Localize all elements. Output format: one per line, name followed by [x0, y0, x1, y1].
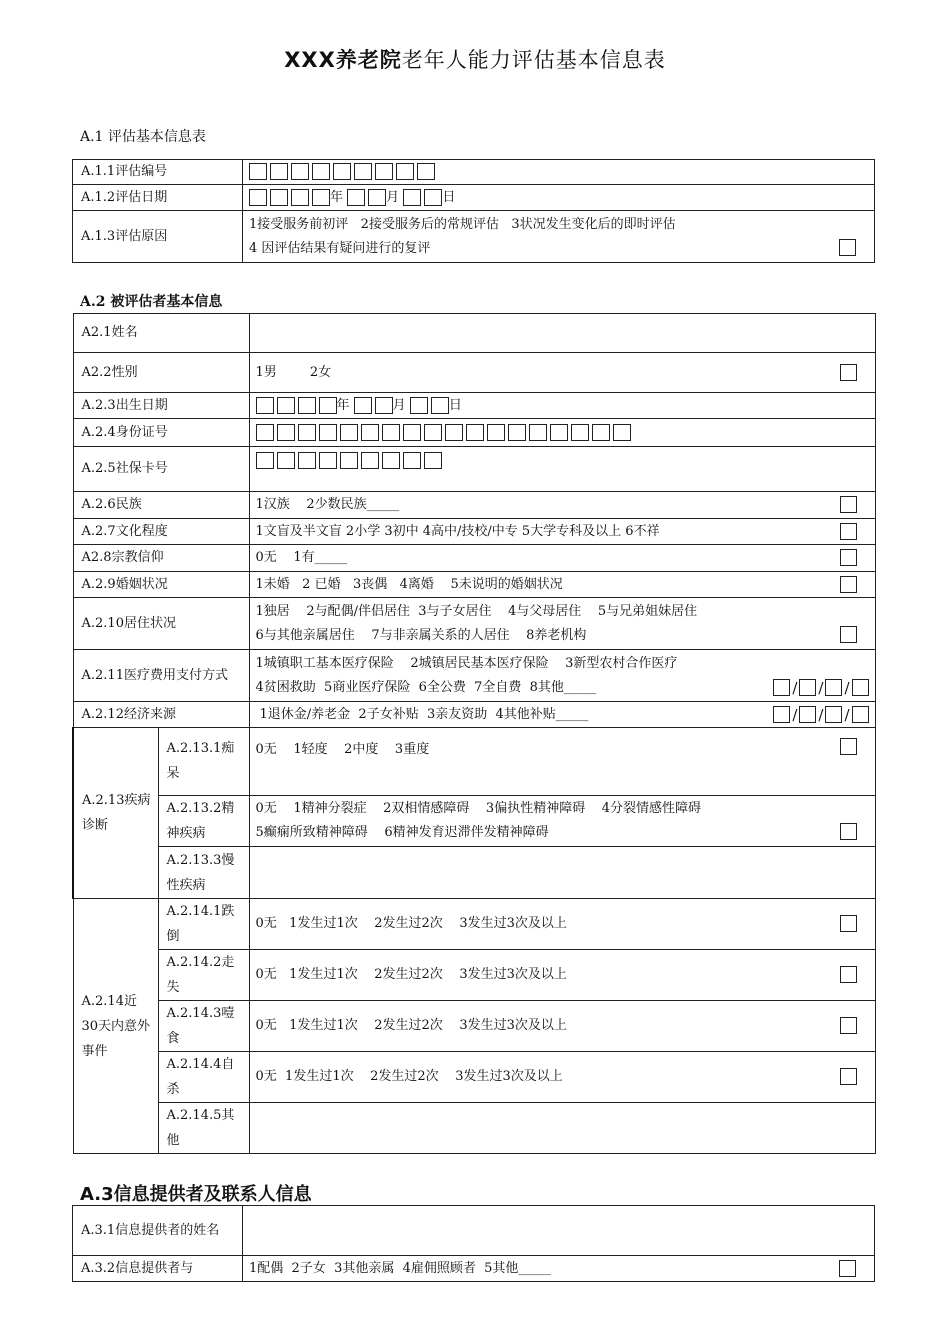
birth-date-field[interactable]: [249, 393, 875, 419]
row-religion: [73, 545, 875, 572]
label-ss: A.2.5社保卡号: [73, 447, 249, 492]
fall-checkbox[interactable]: [840, 915, 857, 932]
field-eval-date[interactable]: [243, 185, 875, 211]
dementia-cell: [249, 728, 875, 796]
row-provider-relation: [73, 1256, 875, 1282]
birth-month-boxes[interactable]: [354, 397, 393, 414]
digit-box[interactable]: [403, 424, 421, 441]
label-provider-name: A.3.1信息提供者的姓名: [73, 1206, 243, 1256]
row-ethnic: [73, 492, 875, 519]
row-ss: [73, 447, 875, 492]
digit-box[interactable]: [319, 424, 337, 441]
medpay-options-1: 1城镇职工基本医疗保险 2城镇居民基本医疗保险 3新型农村合作医疗: [255, 655, 678, 671]
digit-box[interactable]: [312, 163, 330, 180]
name-input[interactable]: [249, 314, 875, 353]
eval-reason-checkbox[interactable]: [839, 239, 856, 256]
marital-cell: [249, 572, 875, 598]
label-medpay: A.2.11医疗费用支付方式: [73, 650, 249, 702]
mental-cell: [249, 796, 875, 847]
digit-box[interactable]: [773, 706, 790, 723]
title-rest: 老年人能力评估基本信息表: [401, 48, 666, 72]
digit-box[interactable]: [375, 397, 393, 414]
digit-box[interactable]: [354, 163, 372, 180]
digit-box[interactable]: [277, 397, 295, 414]
edu-checkbox[interactable]: [840, 523, 857, 540]
row-gender: [73, 353, 875, 393]
label-a1-3: A.1.3评估原因: [73, 211, 243, 263]
digit-box[interactable]: [347, 189, 365, 206]
living-checkbox[interactable]: [840, 626, 857, 643]
digit-box[interactable]: [312, 189, 330, 206]
digit-box[interactable]: [571, 424, 589, 441]
fall-cell: [249, 899, 875, 950]
provider-relation-cell: [243, 1256, 875, 1282]
digit-box[interactable]: [403, 452, 421, 469]
lost-options: 0无 1发生过1次 2发生过2次 3发生过3次及以上: [255, 967, 567, 982]
label-gender: A2.2性别: [73, 353, 249, 393]
row-accident-4: [73, 1052, 875, 1103]
digit-box[interactable]: [410, 397, 428, 414]
label-econ: A.2.12经济来源: [73, 702, 249, 728]
digit-box[interactable]: [825, 706, 842, 723]
section-a1-heading: A.1 评估基本信息表: [80, 129, 206, 145]
eval-month-boxes[interactable]: [347, 189, 386, 206]
choke-cell: [249, 1001, 875, 1052]
label-ethnic: A.2.6民族: [73, 492, 249, 519]
mental-options-1: 0无 1精神分裂症 2双相情感障碍 3偏执性精神障碍 4分裂情感性障碍: [255, 801, 701, 816]
label-id: A.2.4身份证号: [73, 419, 249, 447]
digit-box[interactable]: [354, 397, 372, 414]
digit-box[interactable]: [270, 189, 288, 206]
suicide-checkbox[interactable]: [840, 1068, 857, 1085]
ethnic-options: 1汉族 2少数民族_____: [255, 497, 400, 512]
medpay-options-2: 4贫困救助 5商业医疗保险 6全公费 7全自费 8其他_____: [255, 679, 597, 695]
medpay-multi-checkboxes[interactable]: [773, 676, 868, 700]
living-options-1: 1独居 2与配偶/伴侣居住 3与子女居住 4与父母居住 5与兄弟姐妹居住: [255, 603, 698, 619]
dementia-checkbox[interactable]: [840, 738, 857, 755]
ethnic-checkbox[interactable]: [840, 496, 857, 513]
eval-year-boxes[interactable]: [249, 189, 330, 206]
econ-cell: [249, 702, 875, 728]
year-label: 年: [330, 189, 344, 205]
gender-options: 1男 2女: [255, 364, 332, 380]
digit-box[interactable]: [424, 452, 442, 469]
row-econ: [73, 702, 875, 728]
chronic-input[interactable]: [249, 847, 875, 899]
birth-month-label: 月: [392, 397, 406, 413]
digit-box[interactable]: [550, 424, 568, 441]
digit-box[interactable]: [298, 452, 316, 469]
label-fall: A.2.14.1跌倒: [158, 899, 249, 950]
religion-cell: [249, 545, 875, 572]
digit-box[interactable]: [340, 452, 358, 469]
digit-box[interactable]: [340, 424, 358, 441]
label-name: A2.1姓名: [73, 314, 249, 353]
id-number-boxes[interactable]: [256, 424, 631, 441]
digit-box[interactable]: [825, 679, 842, 696]
label-edu: A.2.7文化程度: [73, 519, 249, 545]
eval-day-boxes[interactable]: [403, 189, 442, 206]
gender-checkbox[interactable]: [840, 364, 857, 381]
digit-box[interactable]: [799, 706, 816, 723]
digit-box[interactable]: [291, 163, 309, 180]
row-living: [73, 598, 875, 650]
provider-name-input[interactable]: [243, 1206, 875, 1256]
eval-number-boxes[interactable]: [249, 163, 435, 180]
fall-options: 0无 1发生过1次 2发生过2次 3发生过3次及以上: [255, 916, 567, 931]
provider-relation-options: 1配偶 2子女 3其他亲属 4雇佣照顾者 5其他_____: [249, 1260, 551, 1276]
slash: /: [792, 705, 798, 724]
digit-box[interactable]: [249, 163, 267, 180]
row-disease-2: [73, 796, 875, 847]
row-marital: [73, 572, 875, 598]
label-accident: A.2.14近30天内意外事件: [73, 899, 158, 1154]
row-a1-2: [73, 185, 875, 211]
row-accident-1: [73, 899, 875, 950]
edu-cell: [249, 519, 875, 545]
religion-options: 0无 1有_____: [255, 550, 348, 565]
living-cell: [249, 598, 875, 650]
religion-checkbox[interactable]: [840, 549, 857, 566]
digit-box[interactable]: [298, 397, 316, 414]
row-disease-3: [73, 847, 875, 899]
econ-multi-checkboxes[interactable]: [773, 703, 868, 727]
slash: /: [818, 678, 824, 697]
month-label: 月: [386, 189, 400, 205]
digit-box[interactable]: [368, 189, 386, 206]
label-birth: A.2.3出生日期: [73, 393, 249, 419]
row-provider-name: [73, 1206, 875, 1256]
digit-box[interactable]: [852, 679, 869, 696]
slash: /: [818, 705, 824, 724]
digit-box[interactable]: [319, 397, 337, 414]
slash: /: [844, 678, 850, 697]
row-medpay: [73, 650, 875, 702]
digit-box[interactable]: [613, 424, 631, 441]
birth-year-label: 年: [336, 397, 350, 413]
row-accident-5: [73, 1103, 875, 1154]
row-a1-1: [73, 160, 875, 185]
row-accident-2: [73, 950, 875, 1001]
label-a1-2: A.1.2评估日期: [73, 185, 243, 211]
lost-checkbox[interactable]: [840, 966, 857, 983]
row-accident-3: [73, 1001, 875, 1052]
digit-box[interactable]: [487, 424, 505, 441]
mental-checkbox[interactable]: [840, 823, 857, 840]
digit-box[interactable]: [508, 424, 526, 441]
digit-box[interactable]: [417, 163, 435, 180]
label-a1-1: A.1.1评估编号: [73, 160, 243, 185]
digit-box[interactable]: [361, 424, 379, 441]
digit-box[interactable]: [333, 163, 351, 180]
other-accident-input[interactable]: [249, 1103, 875, 1154]
birth-day-label: 日: [448, 397, 462, 413]
digit-box[interactable]: [277, 424, 295, 441]
lost-cell: [249, 950, 875, 1001]
birth-day-boxes[interactable]: [410, 397, 449, 414]
label-other-accident: A.2.14.5其他: [158, 1103, 249, 1154]
table-a2: [72, 313, 876, 1154]
field-eval-number[interactable]: [243, 160, 875, 185]
label-chronic: A.2.13.3慢性疾病: [158, 847, 249, 899]
living-options-2: 6与其他亲属居住 7与非亲属关系的人居住 8养老机构: [255, 627, 587, 643]
ss-number-field[interactable]: [249, 447, 875, 492]
provider-relation-checkbox[interactable]: [839, 1260, 856, 1277]
digit-box[interactable]: [249, 189, 267, 206]
section-a2-heading: A.2 被评估者基本信息: [80, 294, 223, 310]
row-disease-1: [73, 728, 875, 796]
digit-box[interactable]: [403, 189, 421, 206]
digit-box[interactable]: [382, 452, 400, 469]
field-eval-reason: [243, 211, 875, 263]
choke-options: 0无 1发生过1次 2发生过2次 3发生过3次及以上: [255, 1018, 567, 1033]
digit-box[interactable]: [361, 452, 379, 469]
choke-checkbox[interactable]: [840, 1017, 857, 1034]
ss-number-boxes[interactable]: [256, 452, 442, 469]
row-edu: [73, 519, 875, 545]
digit-box[interactable]: [852, 706, 869, 723]
digit-box[interactable]: [445, 424, 463, 441]
digit-box[interactable]: [256, 424, 274, 441]
table-a1: [72, 159, 875, 263]
label-suicide: A.2.14.4自杀: [158, 1052, 249, 1103]
label-disease: A.2.13疾病诊断: [73, 728, 158, 899]
label-dementia: A.2.13.1痴呆: [158, 728, 249, 796]
dementia-options: 0无 1轻度 2中度 3重度: [255, 742, 430, 757]
ethnic-cell: [249, 492, 875, 519]
digit-box[interactable]: [424, 189, 442, 206]
digit-box[interactable]: [396, 163, 414, 180]
digit-box[interactable]: [298, 424, 316, 441]
label-lost: A.2.14.2走失: [158, 950, 249, 1001]
digit-box[interactable]: [773, 679, 790, 696]
suicide-cell: [249, 1052, 875, 1103]
slash: /: [844, 705, 850, 724]
marital-options: 1未婚 2 已婚 3丧偶 4离婚 5未说明的婚姻状况: [255, 576, 563, 592]
suicide-options: 0无 1发生过1次 2发生过2次 3发生过3次及以上: [255, 1069, 563, 1084]
eval-reason-options-2: 4 因评估结果有疑问进行的复评: [249, 240, 431, 256]
label-marital: A.2.9婚姻状况: [73, 572, 249, 598]
label-religion: A2.8宗教信仰: [73, 545, 249, 572]
birth-year-boxes[interactable]: [256, 397, 337, 414]
page-title: [0, 44, 950, 74]
eval-reason-options-1: 1接受服务前初评 2接受服务后的常规评估 3状况发生变化后的即时评估: [249, 216, 676, 232]
econ-options: 1退休金/养老金 2子女补贴 3亲友资助 4其他补贴_____: [259, 706, 589, 722]
digit-box[interactable]: [319, 452, 337, 469]
day-label: 日: [442, 189, 456, 205]
digit-box[interactable]: [277, 452, 295, 469]
digit-box[interactable]: [375, 163, 393, 180]
label-mental: A.2.13.2精神疾病: [158, 796, 249, 847]
digit-box[interactable]: [382, 424, 400, 441]
slash: /: [792, 678, 798, 697]
digit-box[interactable]: [799, 679, 816, 696]
title-brand: XXX养老院: [284, 48, 402, 72]
digit-box[interactable]: [256, 397, 274, 414]
marital-checkbox[interactable]: [840, 576, 857, 593]
digit-box[interactable]: [431, 397, 449, 414]
digit-box[interactable]: [256, 452, 274, 469]
digit-box[interactable]: [592, 424, 610, 441]
digit-box[interactable]: [466, 424, 484, 441]
id-number-field[interactable]: [249, 419, 875, 447]
row-birth: [73, 393, 875, 419]
digit-box[interactable]: [529, 424, 547, 441]
mental-options-2: 5癫痫所致精神障碍 6精神发育迟滞伴发精神障碍: [255, 825, 549, 840]
row-name: [73, 314, 875, 353]
label-living: A.2.10居住状况: [73, 598, 249, 650]
row-id: [73, 419, 875, 447]
digit-box[interactable]: [270, 163, 288, 180]
digit-box[interactable]: [424, 424, 442, 441]
label-provider-relation: A.3.2信息提供者与: [73, 1256, 243, 1282]
row-a1-3: [73, 211, 875, 263]
gender-cell: [249, 353, 875, 393]
section-a3-heading: A.3信息提供者及联系人信息: [80, 1184, 312, 1205]
edu-options: 1文盲及半文盲 2小学 3初中 4高中/技校/中专 5大学专科及以上 6不祥: [255, 523, 660, 539]
medpay-cell: [249, 650, 875, 702]
table-a3: [72, 1205, 875, 1282]
label-choke: A.2.14.3噎食: [158, 1001, 249, 1052]
digit-box[interactable]: [291, 189, 309, 206]
